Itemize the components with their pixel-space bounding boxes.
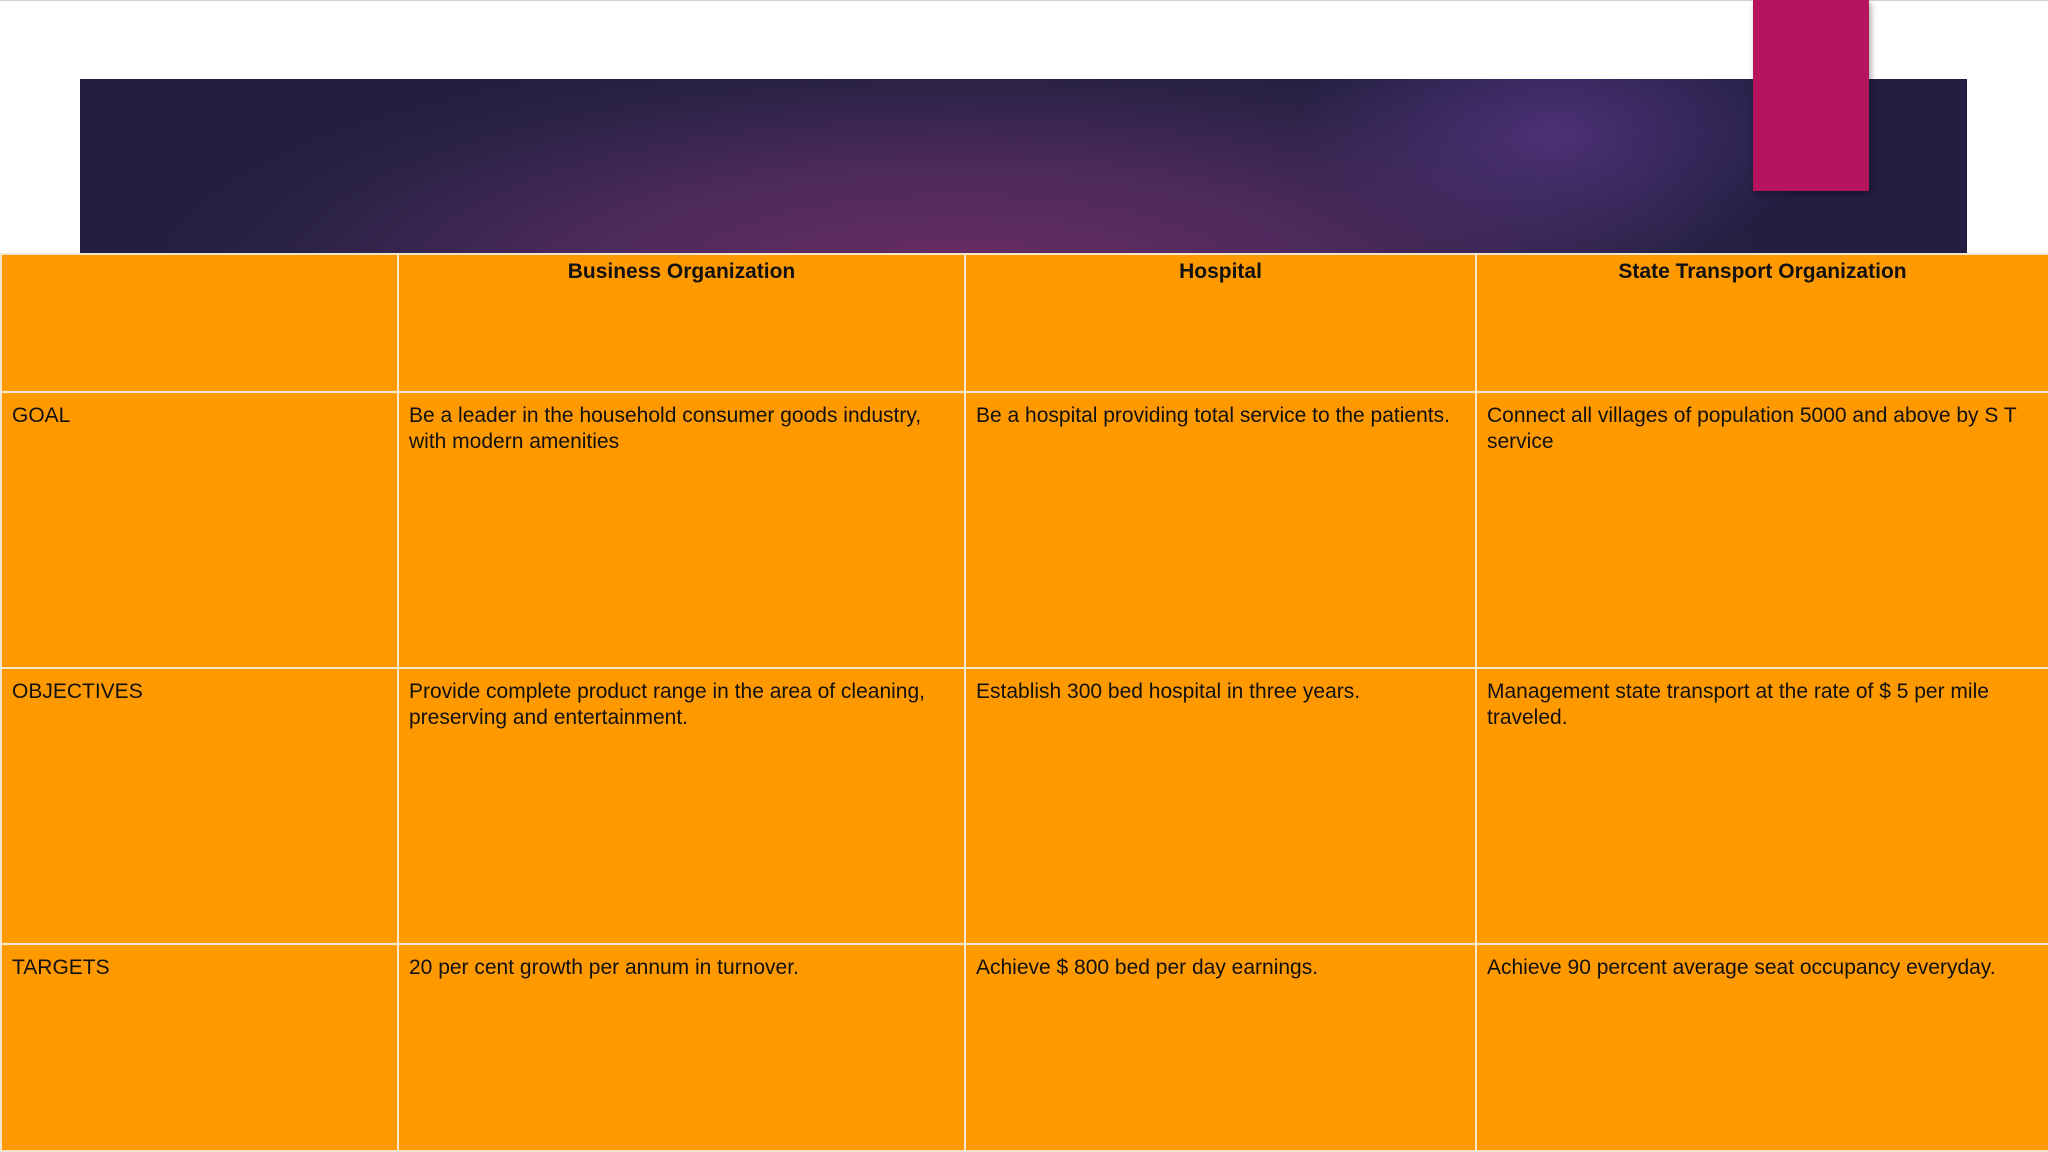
targets-transport-cell: Achieve 90 percent average seat occupancy everyday. <box>1476 944 2048 1151</box>
goal-hospital-cell: Be a hospital providing total service to the patients. <box>965 392 1476 668</box>
targets-hospital-cell: Achieve $ 800 bed per day earnings. <box>965 944 1476 1151</box>
objectives-transport-cell: Management state transport at the rate of $ 5 per mile traveled. <box>1476 668 2048 944</box>
top-border-line <box>0 0 2048 1</box>
table-row-goal <box>1 392 2048 668</box>
goal-transport-cell: Connect all villages of population 5000 and above by S T service <box>1476 392 2048 668</box>
title-banner <box>80 79 1967 253</box>
header-hospital: Hospital <box>965 254 1476 392</box>
table-row-objectives <box>1 668 2048 944</box>
accent-tab <box>1753 0 1869 191</box>
header-state-transport-organization: State Transport Organization <box>1476 254 2048 392</box>
row-label-objectives: OBJECTIVES <box>1 668 398 944</box>
targets-business-cell: 20 per cent growth per annum in turnover. <box>398 944 965 1151</box>
objectives-hospital-cell: Establish 300 bed hospital in three years. <box>965 668 1476 944</box>
comparison-table <box>0 253 2048 1152</box>
goal-business-cell: Be a leader in the household consumer goods industry, with modern amenities <box>398 392 965 668</box>
header-business-organization: Business Organization <box>398 254 965 392</box>
table-header-row <box>1 254 2048 392</box>
table-row-targets <box>1 944 2048 1151</box>
row-label-targets: TARGETS <box>1 944 398 1151</box>
objectives-business-cell: Provide complete product range in the area of cleaning, preserving and entertainment. <box>398 668 965 944</box>
row-label-goal: GOAL <box>1 392 398 668</box>
header-cell-empty <box>1 254 398 392</box>
